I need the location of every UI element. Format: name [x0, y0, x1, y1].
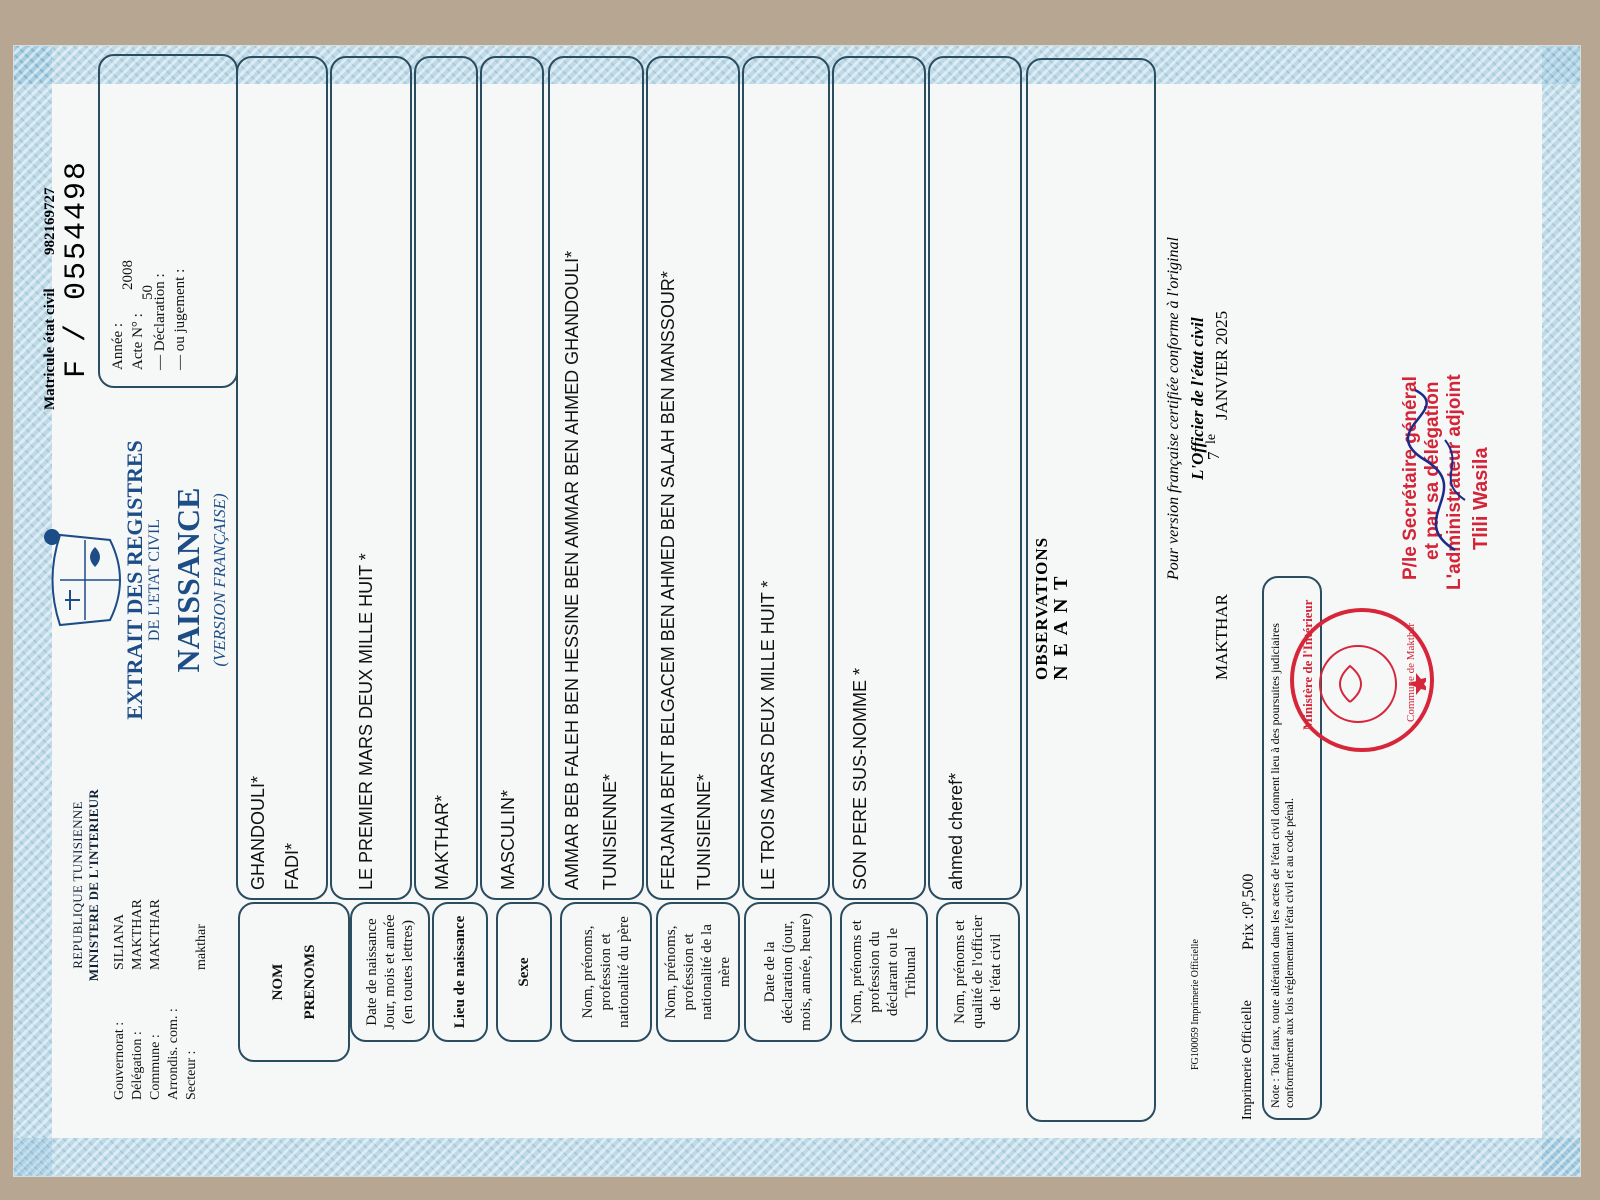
birth-place-value: MAKTHAR*	[432, 794, 452, 890]
annee-value: 2008	[120, 260, 136, 290]
officer-label-box	[936, 902, 1020, 1042]
title-line1: EXTRAIT DES REGISTRES	[122, 440, 147, 720]
declaration-date-label-box	[744, 902, 832, 1042]
signature-name: Tlili Wasila	[1470, 447, 1492, 550]
nom-label: NOM	[270, 963, 286, 1001]
sex-label: Sexe	[516, 957, 532, 987]
signature-line3: L'administrateur adjoint	[1444, 374, 1465, 590]
officer-label: Nom, prénoms et qualité de l'officier de l'état civil	[952, 915, 1004, 1029]
gouvernorat-label: Gouvernorat :	[112, 1021, 127, 1100]
birth-date-value: LE PREMIER MARS DEUX MILLE HUIT *	[356, 553, 376, 890]
delegation-label: Délégation :	[130, 1031, 145, 1100]
stamp-ring-top: Ministère de l'Intérieur	[1300, 599, 1315, 730]
sex-label-box	[496, 902, 552, 1042]
day-value: 7	[1204, 451, 1223, 460]
father-label-box	[560, 902, 652, 1042]
acte-value: 50	[140, 285, 156, 300]
mother-nationality-value: TUNISIENNE*	[694, 773, 714, 890]
serial-number: 0554498	[60, 159, 94, 300]
birth-place-label: Lieu de naissance	[452, 915, 468, 1029]
title-main: NAISSANCE	[170, 487, 206, 673]
prenoms-value: FADI*	[282, 842, 302, 890]
printer-label: Imprimerie Officielle	[1240, 1000, 1255, 1120]
ministry-label: MINISTERE DE L'INTERIEUR	[86, 788, 101, 982]
guilloche-border-left	[14, 1138, 1580, 1176]
guilloche-border-bottom	[1542, 46, 1580, 1176]
title-version: (VERSION FRANÇAISE)	[210, 493, 229, 667]
observations-value: N E A N T	[1050, 574, 1072, 680]
birth-date-label-box	[350, 902, 430, 1042]
father-label: Nom, prénoms, profession et nationalité du père	[580, 916, 632, 1028]
nom-value: GHANDOULI*	[248, 775, 268, 890]
coat-of-arms-icon	[40, 515, 130, 645]
matricule-value: 982169727	[42, 187, 58, 255]
title-line2: DE L'ETAT CIVIL	[146, 518, 163, 642]
certify-text: Pour version française certifiée conforme à l'original	[1165, 237, 1182, 580]
handwritten-signature-icon	[1395, 380, 1485, 560]
serial-prefix: F /	[60, 323, 94, 378]
birth-place-label-box	[432, 902, 488, 1042]
declaration-label: — Déclaration :	[152, 273, 168, 370]
mother-label: Nom, prénoms, profession et nationalité de la mère	[663, 924, 733, 1020]
declarant-value: SON PERE SUS-NOMME *	[850, 667, 870, 890]
signature-line1: P/le Secrétaire général	[1400, 376, 1421, 580]
nom-prenoms-label-box	[238, 902, 350, 1062]
commune-value: MAKTHAR	[148, 899, 163, 970]
prenoms-label: PRENOMS	[302, 944, 318, 1020]
officer-value: ahmed cheref*	[946, 772, 966, 890]
delegation-value: MAKTHAR	[130, 899, 145, 970]
signature-line2: et par sa délégation	[1422, 381, 1443, 560]
annee-label: Année :	[110, 322, 126, 370]
stamp-ring-bottom: Commune de Makthar	[1405, 623, 1417, 722]
nom-prenoms-value-box	[236, 56, 328, 900]
mother-name-value: FERJANIA BENT BELGACEM BEN AHMED BEN SALAH BEN MANSSOUR*	[658, 271, 678, 890]
birth-place-value-box	[414, 56, 478, 900]
acte-label: Acte N° :	[130, 313, 146, 370]
birth-date-label: Date de naissance Jour, mois et année (en toutes lettres)	[364, 914, 416, 1030]
arrondis-label: Arrondis. com. :	[166, 1008, 181, 1100]
matricule-label: Matricule état civil	[42, 288, 58, 410]
declarant-value-box	[832, 56, 926, 900]
declaration-date-value: LE TROIS MARS DEUX MILLE HUIT *	[758, 580, 778, 890]
gouvernorat-value: SILIANA	[112, 914, 127, 970]
father-nationality-value: TUNISIENNE*	[600, 773, 620, 890]
note-text: Note : Tout faux, toute altération dans les actes de l'état civil donnent lieu à des poursuites judiciaires conformément aux lois réglementant l'état civil et au code pénal.	[1268, 623, 1296, 1108]
secteur-value: makthar	[194, 924, 209, 970]
declaration-date-label: Date de la déclaration (jour, mois, année, heure)	[762, 913, 814, 1031]
secteur-label: Secteur :	[184, 1050, 199, 1100]
republic-label: REPUBLIQUE TUNISIENNE	[70, 801, 85, 969]
sex-value: MASCULIN*	[498, 789, 518, 890]
price-label: Prix :0ᴾ,500	[1240, 873, 1257, 950]
declarant-label: Nom, prénoms et profession du déclarant ou le Tribunal	[849, 920, 919, 1024]
printer-code: FG100059 Imprimerie Officielle	[1190, 939, 1201, 1070]
observations-title: OBSERVATIONS	[1032, 536, 1051, 680]
jugement-label: — ou jugement :	[172, 268, 188, 370]
date-prefix: le	[1204, 433, 1219, 444]
place-value: MAKTHAR	[1212, 594, 1231, 680]
commune-label: Commune :	[148, 1034, 163, 1100]
father-name-value: AMMAR BEB FALEH BEN HESSINE BEN AMMAR BEN AHMED GHANDOULI*	[562, 250, 582, 890]
declarant-label-box	[840, 902, 928, 1042]
officer-title: L'Officier de l'état civil	[1188, 317, 1207, 480]
officer-value-box	[928, 56, 1022, 900]
sex-value-box	[480, 56, 544, 900]
declaration-date-value-box	[742, 56, 830, 900]
mother-label-box	[656, 902, 740, 1042]
date-value: JANVIER 2025	[1212, 310, 1231, 420]
